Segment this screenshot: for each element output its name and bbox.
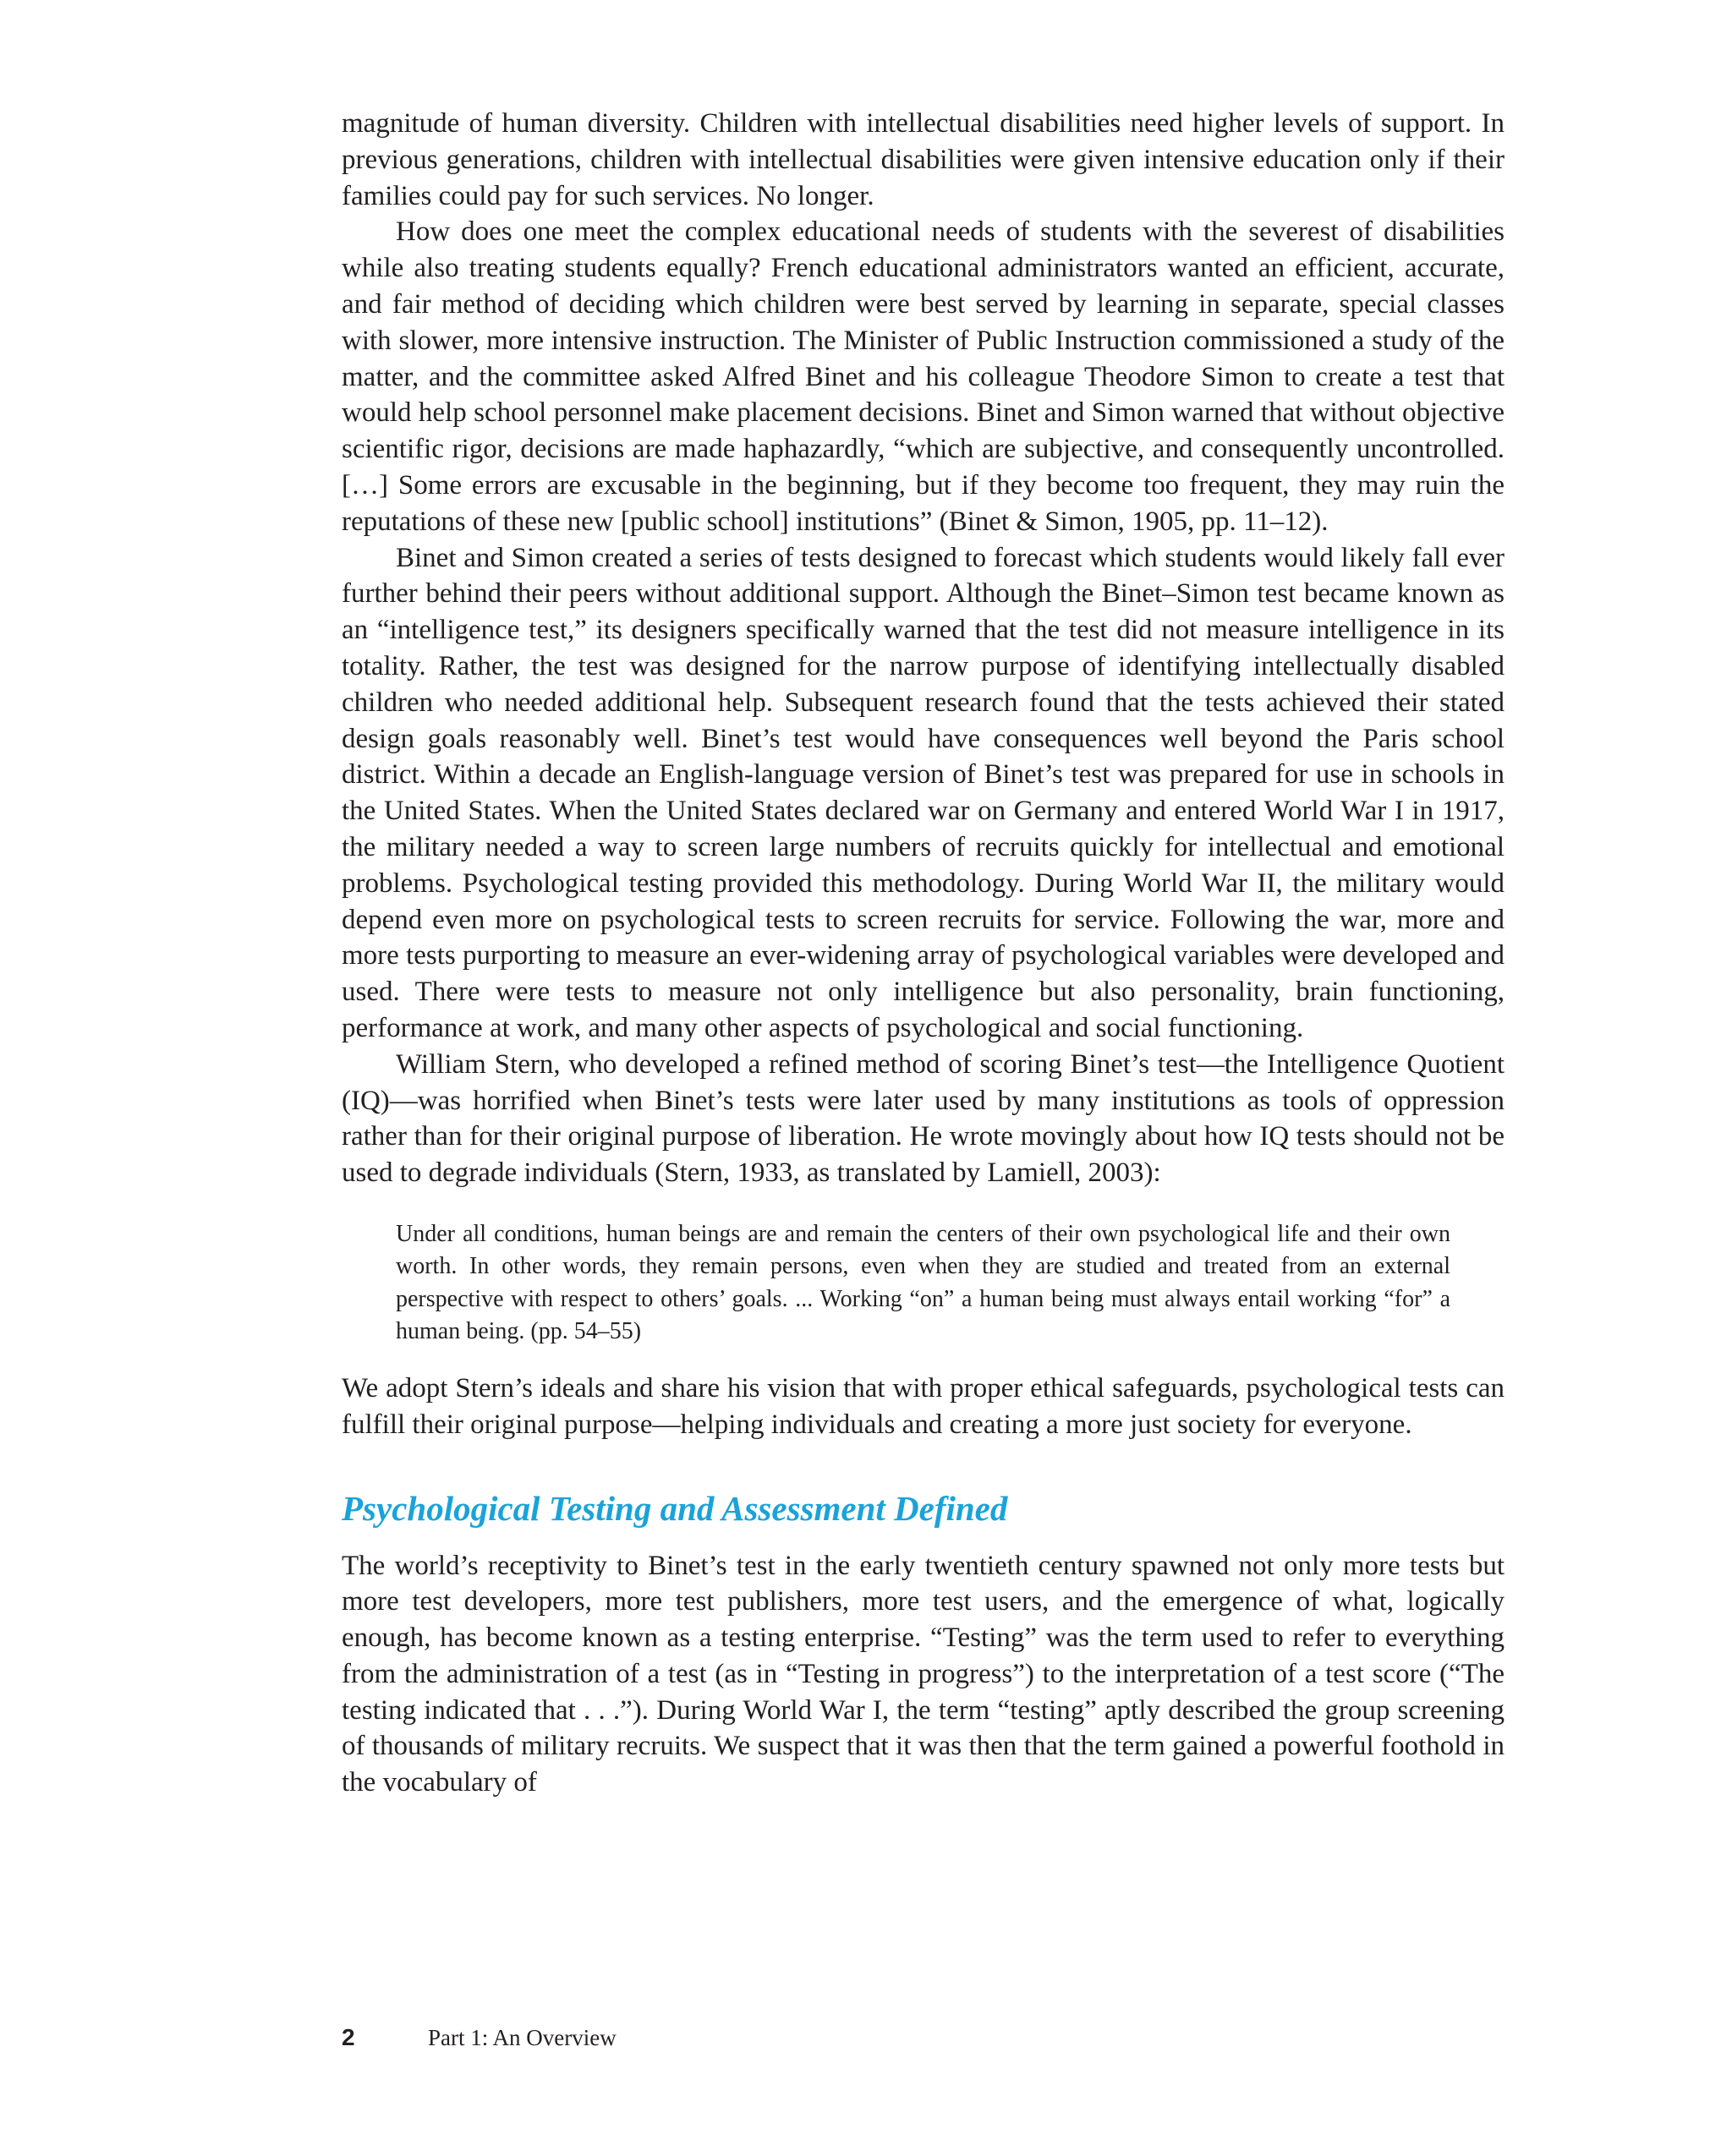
page-footer [342,2023,617,2053]
block-quote: Under all conditions, human beings are and remain the centers of their own psychological life and their own worth. In other words, they remain persons, even when they are studied and treated from an external perspective with respect to others’ goals. ... Working “on” a human being must always entail working “for” a human being. (pp. 54–55) [396,1220,1450,1345]
paragraph-4: William Stern, who developed a refined method of scoring Binet’s test—the Intelligence Quotient (IQ)—was horrified when Binet’s tests were later used by many institutions as tools of oppression rather than for their original purpose of liberation. He wrote movingly about how IQ tests should not be used to degrade individuals (Stern, 1933, as translated by Lamiell, 2003): [342,1048,1505,1189]
page-number: 2 [342,2024,355,2050]
paragraph-6: The world’s receptivity to Binet’s test in the early twentieth century spawned not only more tests but more test developers, more test publishers, more test users, and the emergence of what, logically enough, has become known as a testing enterprise. “Testing” was the term used to refer to everything from the administration of a test (as in “Testing in progress”) to the interpretation of a test score (“The testing indicated that . . .”). During World War I, the term “testing” aptly described the group screening of thousands of military recruits. We suspect that it was then that the term gained a powerful foothold in the vocabulary of [342,1550,1505,1798]
paragraph-5: We adopt Stern’s ideals and share his vision that with proper ethical safeguards, psychological tests can fulfill their original purpose—helping individuals and creating a more just society for everyone. [342,1372,1505,1440]
running-foot: Part 1: An Overview [428,2025,617,2050]
paragraph-3: Binet and Simon created a series of tests designed to forecast which students would likely fall ever further behind their peers without additional support. Although the Binet–Simon test became known as an “intelligence test,” its designers specifically warned that the test did not measure intelligence in its totality. Rather, the test was designed for the narrow purpose of identifying intellectually disabled children who needed additional help. Subsequent research found that the tests achieved their stated design goals reasonably well. Binet’s test would have consequences well beyond the Paris school district. Within a decade an English-language version of Binet’s test was prepared for use in schools in the United States. When the United States declared war on Germany and entered World War I in 1917, the military needed a way to screen large numbers of recruits quickly for intellectual and emotional problems. Psychological testing provided this methodology. During World War II, the military would depend even more on psychological tests to screen recruits for service. Following the war, more and more tests purporting to measure an ever-widening array of psychological variables were developed and used. There were tests to measure not only intelligence but also personality, brain functioning, performance at work, and many other aspects of psychological and social functioning. [342,542,1505,1043]
paragraph-2: How does one meet the complex educational needs of students with the severest of disabilities while also treating students equally? French educational administrators wanted an efficient, accurate, and fair method of deciding which children were best served by learning in separate, special classes with slower, more intensive instruction. The Minister of Public Instruction commissioned a study of the matter, and the committee asked Alfred Binet and his colleague Theodore Simon to create a test that would help school personnel make placement decisions. Binet and Simon warned that without objective scientific rigor, decisions are made haphazardly, “which are subjective, and consequently uncontrolled. […] Some errors are excusable in the beginning, but if they become too frequent, they may ruin the reputations of these new [public school] institutions” (Binet & Simon, 1905, pp. 11–12). [342,216,1505,537]
paragraph-1: magnitude of human diversity. Children with intellectual disabilities need higher levels of support. In previous generations, children with intellectual disabilities were given intensive education only if their families could pay for such services. No longer. [342,108,1505,211]
page-content [342,106,1505,1801]
section-heading: Psychological Testing and Assessment Defined [342,1488,1008,1528]
